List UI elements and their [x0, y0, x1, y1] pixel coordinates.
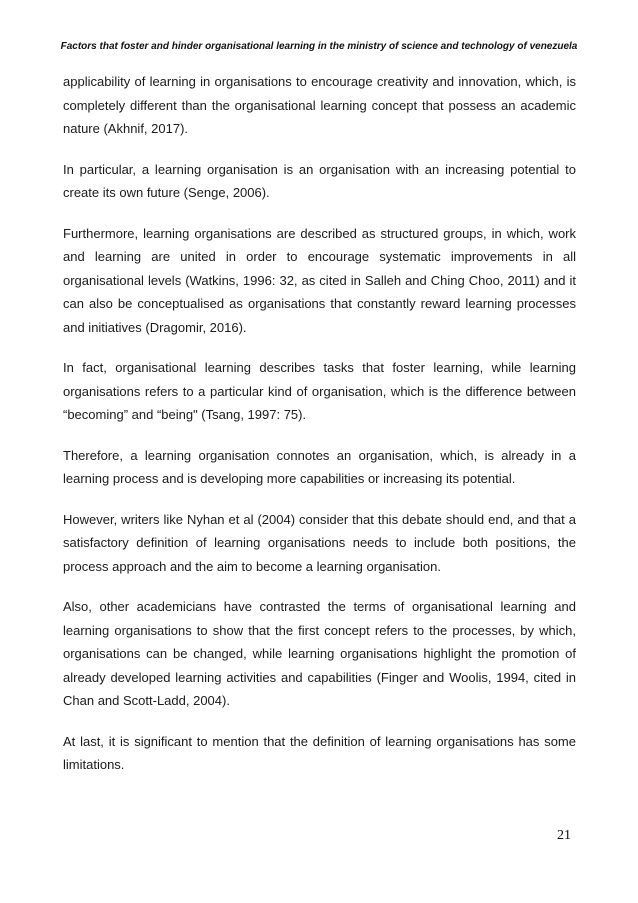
- paragraph: applicability of learning in organisations to encourage creativity and innovation, which, is completely different than the organisational learning concept that possess an academic nature (Akhnif, 2017).: [63, 74, 576, 136]
- paragraph: In particular, a learning organisation is an organisation with an increasing potential to create its own future (Senge, 2006).: [63, 161, 576, 200]
- paragraph: In fact, organisational learning describes tasks that foster learning, while learning organisations refers to a particular kind of organisation, which is the difference between “becoming” and “being" (Tsang, 1997: 75).: [63, 360, 576, 422]
- body-text: [63, 70, 576, 794]
- paragraph: Furthermore, learning organisations are described as structured groups, in which, work and learning are united in order to encourage systematic improvements in all organisational levels (Watkins, 1996: 32, as cited in Salleh and Ching Choo, 2011) and it can also be conceptualised as organisations that constantly reward learning processes and initiatives (Dragomir, 2016).: [63, 225, 576, 335]
- paragraph: At last, it is significant to mention that the definition of learning organisations has some limitations.: [63, 733, 576, 772]
- paragraph: Also, other academicians have contrasted the terms of organisational learning and learning organisations to show that the first concept refers to the processes, by which, organisations can be changed, while learning organisations highlight the promotion of already developed learning activities and capabilities (Finger and Woolis, 1994, cited in Chan and Scott-Ladd, 2004).: [63, 599, 576, 708]
- running-header: Factors that foster and hinder organisational learning in the ministry of science and technology of venezuela: [60, 41, 578, 52]
- paragraph: Therefore, a learning organisation connotes an organisation, which, is already in a learning process and is developing more capabilities or increasing its potential.: [63, 447, 576, 486]
- paragraph: However, writers like Nyhan et al (2004) consider that this debate should end, and that a satisfactory definition of learning organisations needs to include both positions, the process approach and the aim to become a learning organisation.: [63, 511, 576, 574]
- page-number: 21: [557, 828, 571, 843]
